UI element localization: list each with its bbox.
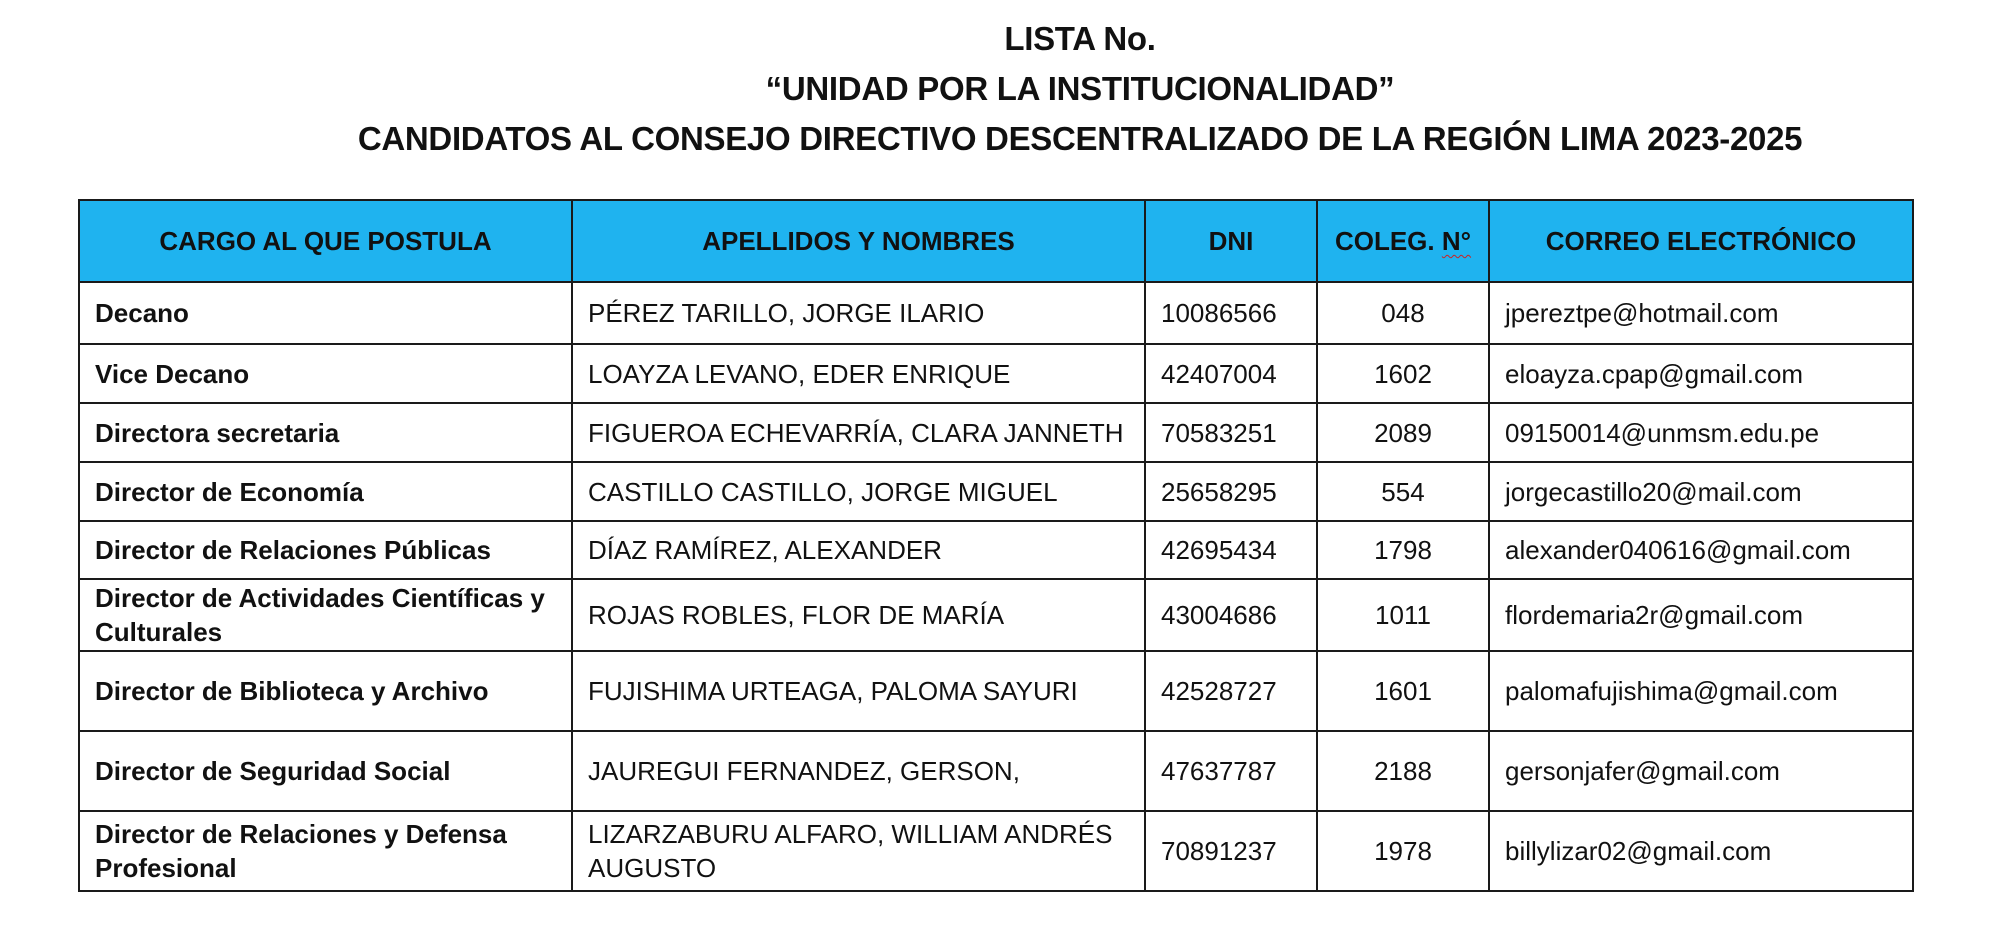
cell-cargo: Director de Relaciones y Defensa Profesional (79, 811, 572, 891)
cell-correo: palomafujishima@gmail.com (1489, 651, 1913, 731)
cell-correo: jpereztpe@hotmail.com (1489, 282, 1913, 344)
cell-correo: flordemaria2r@gmail.com (1489, 579, 1913, 651)
cell-cargo: Director de Economía (79, 462, 572, 521)
cell-coleg: 1798 (1317, 521, 1489, 579)
list-name-title: “UNIDAD POR LA INSTITUCIONALIDAD” (765, 70, 1395, 107)
cell-correo: 09150014@unmsm.edu.pe (1489, 403, 1913, 462)
column-header-nombres: APELLIDOS Y NOMBRES (572, 200, 1145, 282)
cell-dni: 42407004 (1145, 344, 1317, 403)
table-row (79, 282, 1913, 344)
cell-cargo: Vice Decano (79, 344, 572, 403)
cell-nombres: JAUREGUI FERNANDEZ, GERSON, (572, 731, 1145, 811)
cell-nombres: CASTILLO CASTILLO, JORGE MIGUEL (572, 462, 1145, 521)
cell-dni: 10086566 (1145, 282, 1317, 344)
cell-nombres: DÍAZ RAMÍREZ, ALEXANDER (572, 521, 1145, 579)
cell-correo: eloayza.cpap@gmail.com (1489, 344, 1913, 403)
table-row (79, 403, 1913, 462)
cell-cargo: Decano (79, 282, 572, 344)
cell-correo: gersonjafer@gmail.com (1489, 731, 1913, 811)
column-header-coleg (1317, 200, 1489, 282)
cell-correo: jorgecastillo20@mail.com (1489, 462, 1913, 521)
candidates-table (78, 199, 1914, 892)
cell-coleg: 048 (1317, 282, 1489, 344)
cell-cargo: Director de Seguridad Social (79, 731, 572, 811)
cell-coleg: 1601 (1317, 651, 1489, 731)
cell-coleg: 2188 (1317, 731, 1489, 811)
table-header-row (79, 200, 1913, 282)
table-row (79, 731, 1913, 811)
cell-coleg: 554 (1317, 462, 1489, 521)
cell-coleg: 1602 (1317, 344, 1489, 403)
column-header-cargo: CARGO AL QUE POSTULA (79, 200, 572, 282)
cell-coleg: 2089 (1317, 403, 1489, 462)
cell-dni: 70583251 (1145, 403, 1317, 462)
cell-dni: 25658295 (1145, 462, 1317, 521)
cell-cargo: Directora secretaria (79, 403, 572, 462)
cell-nombres: PÉREZ TARILLO, JORGE ILARIO (572, 282, 1145, 344)
cell-correo: billylizar02@gmail.com (1489, 811, 1913, 891)
column-header-dni: DNI (1145, 200, 1317, 282)
list-number-title: LISTA No. (1004, 20, 1156, 57)
cell-dni: 43004686 (1145, 579, 1317, 651)
cell-cargo: Director de Actividades Científicas y Culturales (79, 579, 572, 651)
document-header (0, 14, 1994, 164)
cell-correo: alexander040616@gmail.com (1489, 521, 1913, 579)
cell-dni: 42695434 (1145, 521, 1317, 579)
cell-dni: 70891237 (1145, 811, 1317, 891)
cell-nombres: LOAYZA LEVANO, EDER ENRIQUE (572, 344, 1145, 403)
table-row (79, 344, 1913, 403)
cell-dni: 42528727 (1145, 651, 1317, 731)
cell-nombres: FIGUEROA ECHEVARRÍA, CLARA JANNETH (572, 403, 1145, 462)
cell-nombres: FUJISHIMA URTEAGA, PALOMA SAYURI (572, 651, 1145, 731)
table-row (79, 811, 1913, 891)
cell-nombres: LIZARZABURU ALFARO, WILLIAM ANDRÉS AUGUSTO (572, 811, 1145, 891)
coleg-prefix: COLEG. (1334, 226, 1442, 256)
table-row (79, 521, 1913, 579)
cell-nombres: ROJAS ROBLES, FLOR DE MARÍA (572, 579, 1145, 651)
table-row (79, 651, 1913, 731)
cell-cargo: Director de Relaciones Públicas (79, 521, 572, 579)
coleg-number-sign: N° (1441, 226, 1472, 256)
table-row (79, 462, 1913, 521)
cell-cargo: Director de Biblioteca y Archivo (79, 651, 572, 731)
column-header-correo: CORREO ELECTRÓNICO (1489, 200, 1913, 282)
cell-dni: 47637787 (1145, 731, 1317, 811)
candidates-title: CANDIDATOS AL CONSEJO DIRECTIVO DESCENTRALIZADO DE LA REGIÓN LIMA 2023-2025 (357, 120, 1803, 157)
cell-coleg: 1011 (1317, 579, 1489, 651)
cell-coleg: 1978 (1317, 811, 1489, 891)
table-row (79, 579, 1913, 651)
